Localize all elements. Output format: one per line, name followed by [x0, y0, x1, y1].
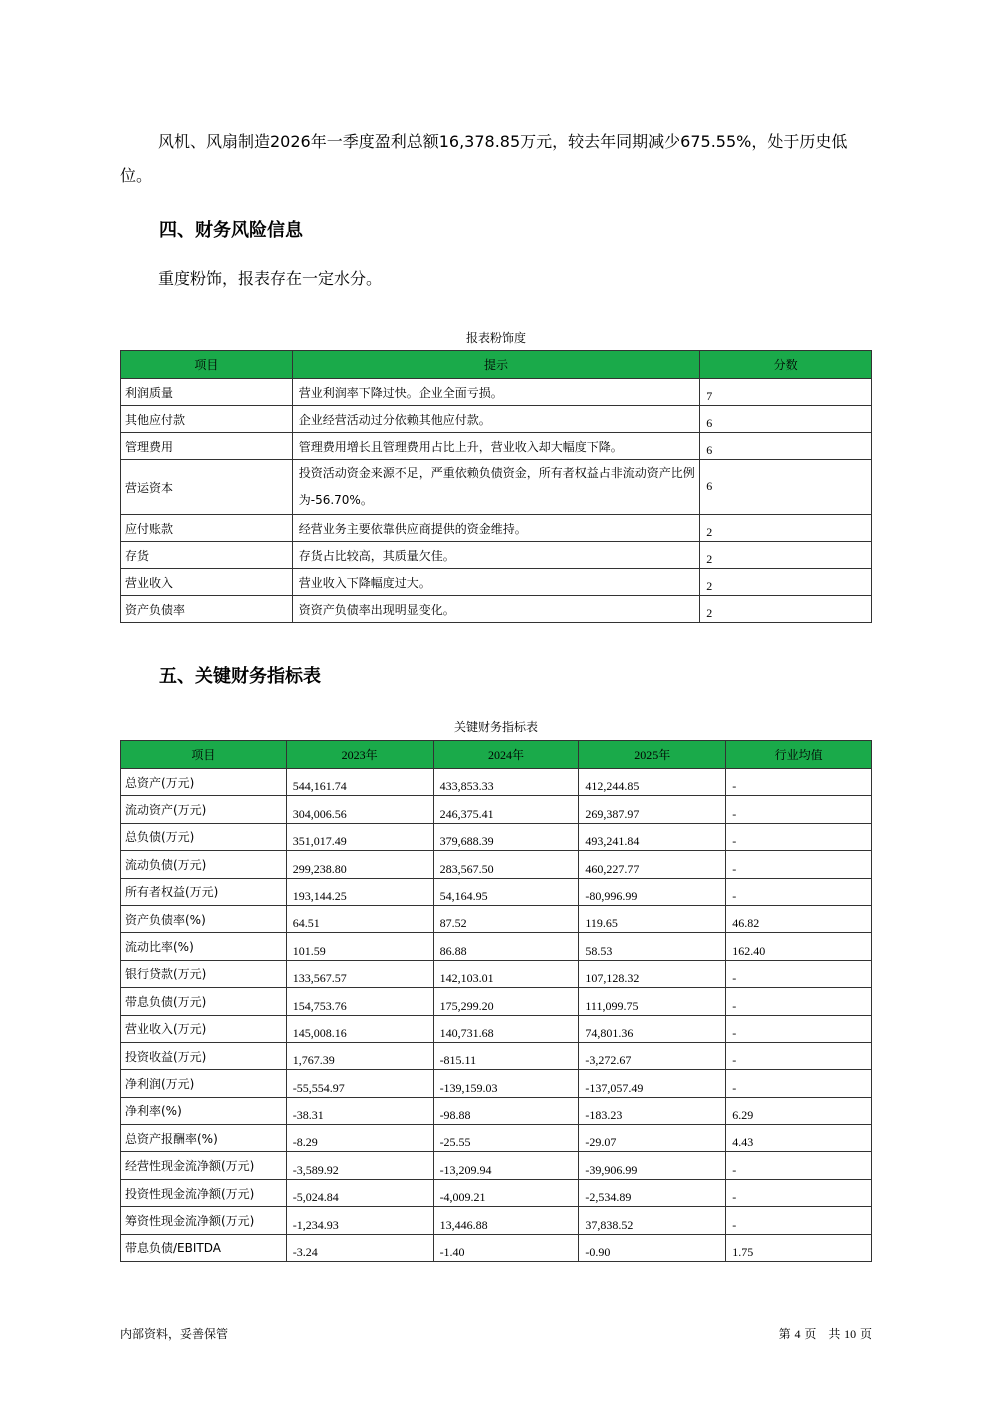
- indicator-value-cell: -: [726, 796, 872, 823]
- indicator-value-cell: -: [726, 1207, 872, 1234]
- indicator-table-row: [121, 1152, 872, 1179]
- indicator-table-row: [121, 851, 872, 878]
- indicator-value-cell: -0.90: [579, 1234, 726, 1261]
- indicator-value-cell: -4,009.21: [433, 1179, 579, 1206]
- indicator-value-cell: -: [726, 769, 872, 796]
- indicator-value-cell: 86.88: [433, 933, 579, 960]
- indicator-value-cell: -5,024.84: [286, 1179, 433, 1206]
- indicator-value-cell: 142,103.01: [433, 960, 579, 987]
- section-5-heading: 五、关键财务指标表: [159, 666, 321, 687]
- indicator-value-cell: 111,099.75: [579, 988, 726, 1015]
- footer-page-prefix: 第: [778, 1327, 791, 1341]
- indicator-table-row: [121, 960, 872, 987]
- indicator-value-cell: 64.51: [286, 905, 433, 932]
- risk-table-header-row: [121, 351, 872, 379]
- indicator-value-cell: -8.29: [286, 1125, 433, 1152]
- indicator-table-row: [121, 1097, 872, 1124]
- risk-hint-cell: 营业收入下降幅度过大。: [292, 569, 699, 596]
- indicator-value-cell: 46.82: [726, 905, 872, 932]
- risk-hint-cell: 企业经营活动过分依赖其他应付款。: [292, 406, 699, 433]
- indicator-header-2023: 2023年: [286, 741, 433, 769]
- risk-header-score: 分数: [700, 351, 872, 379]
- indicator-value-cell: -3,272.67: [579, 1042, 726, 1069]
- indicator-table-row: [121, 1125, 872, 1152]
- risk-table-row: [121, 379, 872, 406]
- indicator-item-cell: 流动资产(万元): [121, 796, 287, 823]
- risk-score-cell: 6: [700, 433, 872, 460]
- indicator-value-cell: 107,128.32: [579, 960, 726, 987]
- indicator-value-cell: 74,801.36: [579, 1015, 726, 1042]
- indicator-item-cell: 总资产报酬率(%): [121, 1125, 287, 1152]
- indicator-value-cell: 4.43: [726, 1125, 872, 1152]
- indicator-value-cell: -39,906.99: [579, 1152, 726, 1179]
- indicator-value-cell: 1.75: [726, 1234, 872, 1261]
- indicator-item-cell: 投资收益(万元): [121, 1042, 287, 1069]
- indicator-item-cell: 净利润(万元): [121, 1070, 287, 1097]
- indicator-value-cell: 412,244.85: [579, 769, 726, 796]
- footer-page-number: 4: [794, 1327, 801, 1341]
- risk-table: [120, 350, 872, 623]
- indicator-item-cell: 流动负债(万元): [121, 851, 287, 878]
- indicator-table-row: [121, 1207, 872, 1234]
- risk-item-cell: 营运资本: [121, 460, 293, 515]
- indicator-value-cell: -139,159.03: [433, 1070, 579, 1097]
- indicator-item-cell: 流动比率(%): [121, 933, 287, 960]
- indicator-table-row: [121, 1234, 872, 1261]
- indicator-table-row: [121, 905, 872, 932]
- section-4-heading: 四、财务风险信息: [159, 220, 303, 241]
- indicator-value-cell: 119.65: [579, 905, 726, 932]
- risk-item-cell: 利润质量: [121, 379, 293, 406]
- risk-item-cell: 资产负债率: [121, 596, 293, 623]
- indicator-item-cell: 带息负债/EBITDA: [121, 1234, 287, 1261]
- indicator-value-cell: -98.88: [433, 1097, 579, 1124]
- risk-score-cell: 7: [700, 379, 872, 406]
- indicator-value-cell: 460,227.77: [579, 851, 726, 878]
- indicator-value-cell: 283,567.50: [433, 851, 579, 878]
- indicator-value-cell: 37,838.52: [579, 1207, 726, 1234]
- indicator-value-cell: -: [726, 1070, 872, 1097]
- indicator-value-cell: -: [726, 1042, 872, 1069]
- risk-item-cell: 应付账款: [121, 515, 293, 542]
- risk-score-cell: 2: [700, 569, 872, 596]
- risk-table-row: [121, 515, 872, 542]
- footer-confidential: 内部资料，妥善保管: [120, 1327, 229, 1341]
- indicator-table-caption: 关键财务指标表: [453, 720, 538, 734]
- indicator-value-cell: -: [726, 1179, 872, 1206]
- indicator-value-cell: -3,589.92: [286, 1152, 433, 1179]
- indicator-item-cell: 银行贷款(万元): [121, 960, 287, 987]
- risk-table-row: [121, 569, 872, 596]
- indicator-table-row: [121, 1179, 872, 1206]
- indicator-value-cell: 304,006.56: [286, 796, 433, 823]
- indicator-item-cell: 筹资性现金流净额(万元): [121, 1207, 287, 1234]
- risk-hint-cell: 经营业务主要依靠供应商提供的资金维持。: [292, 515, 699, 542]
- indicator-table-row: [121, 988, 872, 1015]
- indicator-value-cell: -80,996.99: [579, 878, 726, 905]
- indicator-header-2024: 2024年: [433, 741, 579, 769]
- indicator-value-cell: -25.55: [433, 1125, 579, 1152]
- indicator-value-cell: 6.29: [726, 1097, 872, 1124]
- indicator-value-cell: 87.52: [433, 905, 579, 932]
- indicator-value-cell: 193,144.25: [286, 878, 433, 905]
- indicator-table-row: [121, 769, 872, 796]
- indicator-item-cell: 资产负债率(%): [121, 905, 287, 932]
- indicator-value-cell: -: [726, 1152, 872, 1179]
- risk-item-cell: 存货: [121, 542, 293, 569]
- indicator-table-header-row: [121, 741, 872, 769]
- indicator-header-item: 项目: [121, 741, 287, 769]
- indicator-value-cell: -55,554.97: [286, 1070, 433, 1097]
- indicator-value-cell: 13,446.88: [433, 1207, 579, 1234]
- indicator-table-row: [121, 796, 872, 823]
- risk-hint-cell: 资资产负债率出现明显变化。: [292, 596, 699, 623]
- indicator-value-cell: -815.11: [433, 1042, 579, 1069]
- risk-score-cell: 6: [700, 460, 872, 515]
- risk-table-row: [121, 596, 872, 623]
- indicator-item-cell: 总负债(万元): [121, 823, 287, 850]
- risk-table-row: [121, 460, 872, 515]
- indicator-value-cell: 351,017.49: [286, 823, 433, 850]
- indicator-value-cell: -: [726, 988, 872, 1015]
- indicator-value-cell: -137,057.49: [579, 1070, 726, 1097]
- indicator-value-cell: -3.24: [286, 1234, 433, 1261]
- indicator-table-row: [121, 1015, 872, 1042]
- footer-page-suffix: 页: [859, 1327, 872, 1341]
- indicator-table-row: [121, 823, 872, 850]
- indicator-value-cell: -2,534.89: [579, 1179, 726, 1206]
- risk-header-hint: 提示: [292, 351, 699, 379]
- risk-score-cell: 2: [700, 596, 872, 623]
- indicator-value-cell: 101.59: [286, 933, 433, 960]
- risk-hint-cell: 存货占比较高，其质量欠佳。: [292, 542, 699, 569]
- indicator-value-cell: -: [726, 851, 872, 878]
- indicator-value-cell: -: [726, 960, 872, 987]
- section-4-summary: 重度粉饰，报表存在一定水分。: [158, 269, 383, 288]
- indicator-value-cell: -38.31: [286, 1097, 433, 1124]
- risk-table-row: [121, 433, 872, 460]
- risk-header-item: 项目: [121, 351, 293, 379]
- indicator-item-cell: 所有者权益(万元): [121, 878, 287, 905]
- indicator-value-cell: 544,161.74: [286, 769, 433, 796]
- indicator-value-cell: -29.07: [579, 1125, 726, 1152]
- indicator-item-cell: 带息负债(万元): [121, 988, 287, 1015]
- indicator-value-cell: -: [726, 1015, 872, 1042]
- indicator-value-cell: 433,853.33: [433, 769, 579, 796]
- risk-hint-cell: 管理费用增长且管理费用占比上升，营业收入却大幅度下降。: [292, 433, 699, 460]
- indicator-value-cell: -: [726, 823, 872, 850]
- risk-table-row: [121, 406, 872, 433]
- indicator-value-cell: 493,241.84: [579, 823, 726, 850]
- indicator-value-cell: 154,753.76: [286, 988, 433, 1015]
- indicator-value-cell: 1,767.39: [286, 1042, 433, 1069]
- risk-hint-cell: 营业利润率下降过快。企业全面亏损。: [292, 379, 699, 406]
- indicator-value-cell: 133,567.57: [286, 960, 433, 987]
- indicator-value-cell: 175,299.20: [433, 988, 579, 1015]
- indicator-value-cell: -183.23: [579, 1097, 726, 1124]
- indicator-item-cell: 总资产(万元): [121, 769, 287, 796]
- footer-page-mid: 页 共: [804, 1327, 841, 1341]
- indicator-item-cell: 投资性现金流净额(万元): [121, 1179, 287, 1206]
- indicator-item-cell: 净利率(%): [121, 1097, 287, 1124]
- risk-table-caption: 报表粉饰度: [465, 331, 526, 345]
- indicator-value-cell: -: [726, 878, 872, 905]
- indicator-item-cell: 经营性现金流净额(万元): [121, 1152, 287, 1179]
- risk-score-cell: 6: [700, 406, 872, 433]
- risk-table-row: [121, 542, 872, 569]
- indicator-table-row: [121, 1070, 872, 1097]
- indicator-value-cell: 299,238.80: [286, 851, 433, 878]
- risk-item-cell: 管理费用: [121, 433, 293, 460]
- indicator-item-cell: 营业收入(万元): [121, 1015, 287, 1042]
- indicator-value-cell: 269,387.97: [579, 796, 726, 823]
- indicator-header-2025: 2025年: [579, 741, 726, 769]
- indicator-value-cell: 140,731.68: [433, 1015, 579, 1042]
- indicator-table-row: [121, 933, 872, 960]
- risk-hint-cell: 投资活动资金来源不足，严重依赖负债资金，所有者权益占非流动资产比例为-56.70%。: [292, 460, 699, 515]
- indicator-table-row: [121, 1042, 872, 1069]
- intro-paragraph: 风机、风扇制造2026年一季度盈利总额16,378.85万元，较去年同期减少675.55%，处于历史低位。: [120, 132, 848, 185]
- risk-item-cell: 其他应付款: [121, 406, 293, 433]
- indicator-header-industry-avg: 行业均值: [726, 741, 872, 769]
- risk-score-cell: 2: [700, 542, 872, 569]
- indicator-table: [120, 740, 872, 1262]
- indicator-value-cell: -1,234.93: [286, 1207, 433, 1234]
- indicator-table-row: [121, 878, 872, 905]
- indicator-value-cell: 379,688.39: [433, 823, 579, 850]
- risk-item-cell: 营业收入: [121, 569, 293, 596]
- risk-score-cell: 2: [700, 515, 872, 542]
- footer-page-info: [779, 1325, 872, 1342]
- indicator-value-cell: 246,375.41: [433, 796, 579, 823]
- indicator-value-cell: 162.40: [726, 933, 872, 960]
- indicator-value-cell: -13,209.94: [433, 1152, 579, 1179]
- indicator-value-cell: 58.53: [579, 933, 726, 960]
- indicator-value-cell: -1.40: [433, 1234, 579, 1261]
- footer-page-total: 10: [844, 1327, 857, 1341]
- indicator-value-cell: 54,164.95: [433, 878, 579, 905]
- indicator-value-cell: 145,008.16: [286, 1015, 433, 1042]
